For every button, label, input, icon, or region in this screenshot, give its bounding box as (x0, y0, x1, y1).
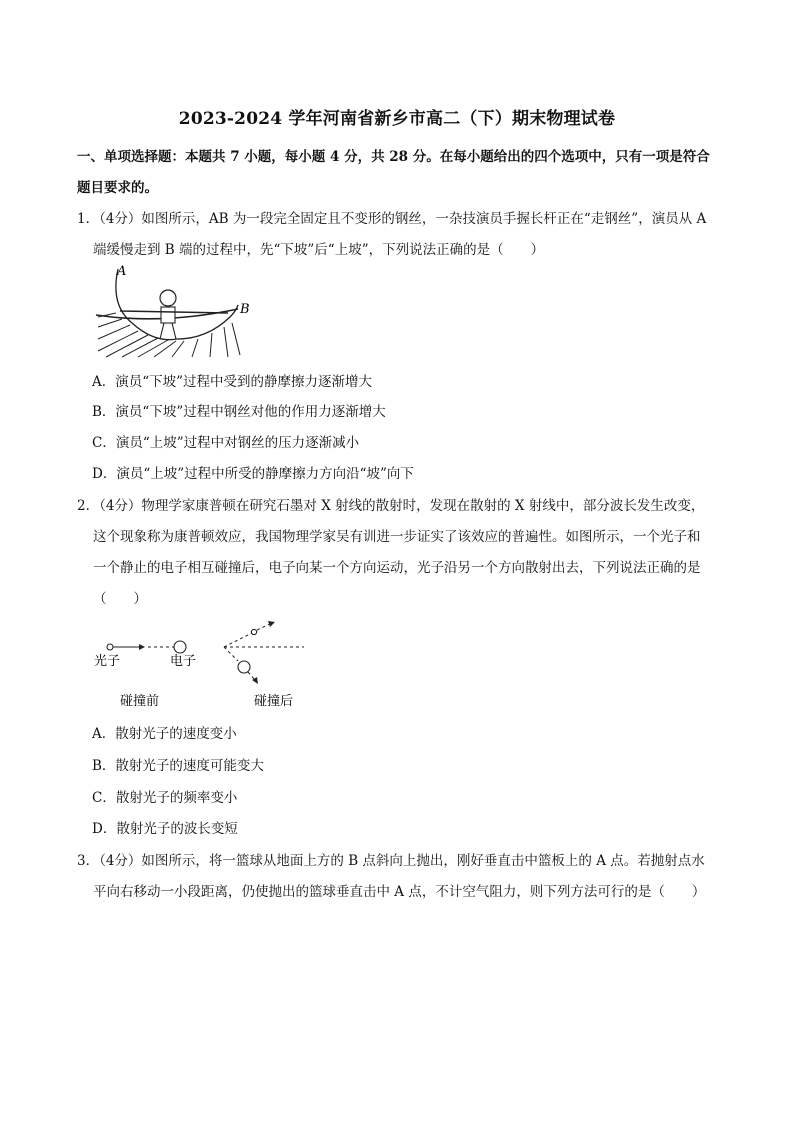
question-1-line1: 1．（4分）如图所示，AB 为一段完全固定且不变形的钢丝，一杂技演员手握长杆正在“走钢丝”，演员从 A (77, 211, 707, 227)
question-3-line2: 平向右移动一小段距离，仍使抛出的篮球垂直击中 A 点，不计空气阻力，则下列方法可行的是（ ） (93, 884, 706, 900)
section-heading-line1: 一、单项选择题：本题共 7 小题，每小题 4 分，共 28 分。在每小题给出的四个选项中，只有一项是符合 (77, 149, 710, 165)
question-2-line3: 一个静止的电子相互碰撞后，电子向某一个方向运动，光子沿另一个方向散射出去，下列说法正确的是 (93, 560, 701, 576)
page-title: 2023-2024 学年河南省新乡市高二（下）期末物理试卷 (178, 109, 616, 129)
q1-option-c: C．演员“上坡”过程中对钢丝的压力逐渐减小 (92, 435, 360, 451)
question-3-line1: 3．（4分）如图所示，将一篮球从地面上方的 B 点斜向上抛出，刚好垂直击中篮板上的 A 点。若抛射点水 (77, 853, 705, 869)
question-2-line4: （ ） (93, 591, 147, 607)
question-1 (77, 204, 727, 266)
question-2-line2: 这个现象称为康普顿效应，我国物理学家吴有训进一步证实了该效应的普遍性。如图所示，一个光子和 (93, 529, 701, 545)
q1-option-a: A．演员“下坡”过程中受到的静摩擦力逐渐增大 (92, 374, 373, 390)
after-label: 碰撞后 (254, 694, 294, 709)
question-2-line1: 2．（4分）物理学家康普顿在研究石墨对 X 射线的散射时，发现在散射的 X 射线中，部分波长发生改变， (77, 498, 705, 514)
q2-option-a: A．散射光子的速度变小 (92, 726, 237, 742)
question-3 (77, 846, 727, 908)
q1-option-d: D．演员“上坡”过程中所受的静摩擦力方向沿“坡”向下 (92, 466, 414, 482)
question-2-figure (92, 615, 312, 715)
section-heading-line2: 题目要求的。 (77, 180, 158, 196)
q2-option-c: C．散射光子的频率变小 (92, 790, 238, 806)
balance-pole (120, 311, 228, 313)
electron-label: 电子 (170, 654, 197, 669)
q2-option-d: D．散射光子的波长变短 (92, 821, 238, 837)
electron-after (238, 661, 250, 673)
q1-option-b: B．演员“下坡”过程中钢丝对他的作用力逐渐增大 (92, 404, 386, 420)
question-1-line2: 端缓慢走到 B 端的过程中，先“下坡”后“上坡”，下列说法正确的是（ ） (93, 242, 545, 258)
label-a: A (117, 265, 127, 279)
q2-option-b: B．散射光子的速度可能变大 (92, 758, 264, 774)
photon-dot-after (251, 629, 256, 634)
photon-label: 光子 (94, 654, 121, 669)
question-1-figure (92, 265, 262, 361)
label-b: B (240, 302, 250, 317)
photon-dot-before (107, 644, 113, 650)
electron-before (174, 641, 186, 653)
question-2 (77, 491, 727, 615)
performer-body (161, 307, 175, 323)
section-heading (77, 142, 727, 204)
before-label: 碰撞前 (120, 694, 160, 709)
